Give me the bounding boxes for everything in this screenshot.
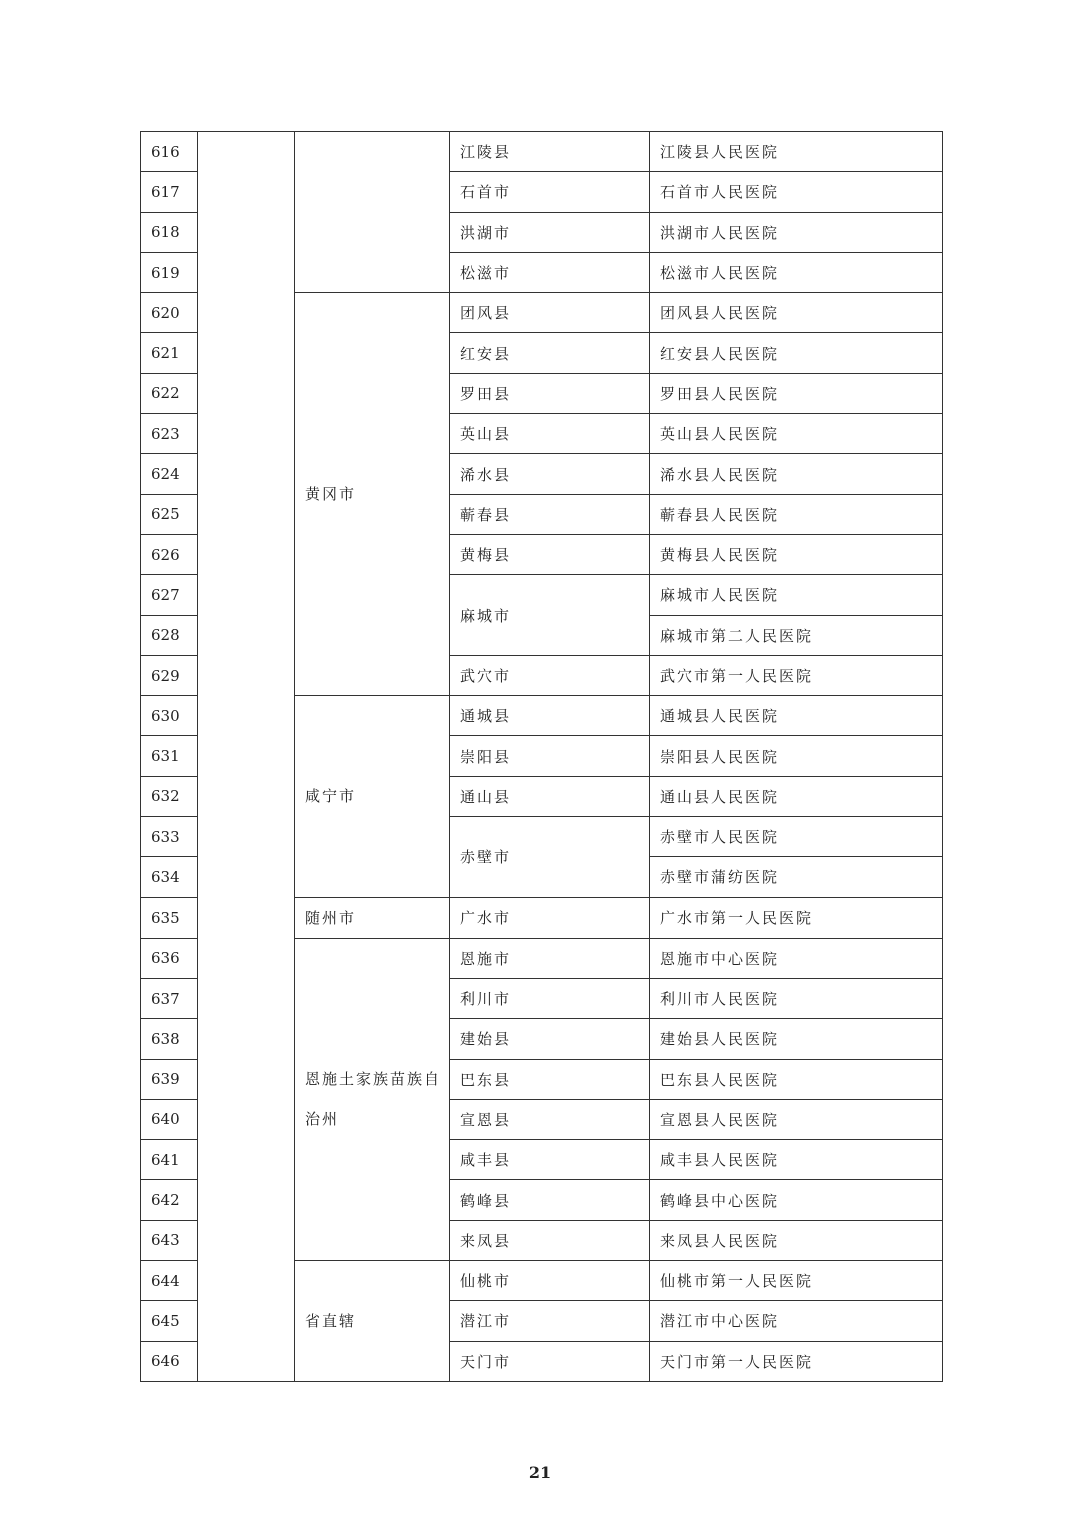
city-cell: 恩施土家族苗族自治州 xyxy=(295,938,450,1260)
county-cell: 江陵县 xyxy=(450,132,650,172)
county-cell: 宣恩县 xyxy=(450,1099,650,1139)
row-number: 646 xyxy=(141,1341,198,1381)
county-cell: 建始县 xyxy=(450,1019,650,1059)
county-cell: 武穴市 xyxy=(450,655,650,695)
row-number: 622 xyxy=(141,373,198,413)
row-number: 624 xyxy=(141,454,198,494)
hospital-cell: 利川市人民医院 xyxy=(650,978,943,1018)
county-cell: 鹤峰县 xyxy=(450,1180,650,1220)
hospital-cell: 红安县人民医院 xyxy=(650,333,943,373)
county-cell: 咸丰县 xyxy=(450,1140,650,1180)
county-cell: 罗田县 xyxy=(450,373,650,413)
hospital-cell: 石首市人民医院 xyxy=(650,172,943,212)
county-cell: 赤壁市 xyxy=(450,817,650,898)
row-number: 638 xyxy=(141,1019,198,1059)
hospital-cell: 崇阳县人民医院 xyxy=(650,736,943,776)
hospital-cell: 巴东县人民医院 xyxy=(650,1059,943,1099)
city-cell: 随州市 xyxy=(295,897,450,938)
page-number: 21 xyxy=(528,1463,552,1482)
row-number: 627 xyxy=(141,575,198,615)
hospital-cell: 恩施市中心医院 xyxy=(650,938,943,978)
county-cell: 松滋市 xyxy=(450,252,650,292)
hospital-cell: 鹤峰县中心医院 xyxy=(650,1180,943,1220)
row-number: 620 xyxy=(141,293,198,333)
row-number: 628 xyxy=(141,615,198,655)
row-number: 619 xyxy=(141,252,198,292)
county-cell: 麻城市 xyxy=(450,575,650,656)
row-number: 634 xyxy=(141,857,198,897)
row-number: 640 xyxy=(141,1099,198,1139)
county-cell: 浠水县 xyxy=(450,454,650,494)
row-number: 626 xyxy=(141,534,198,574)
row-number: 618 xyxy=(141,212,198,252)
hospital-cell: 黄梅县人民医院 xyxy=(650,534,943,574)
county-cell: 石首市 xyxy=(450,172,650,212)
row-number: 639 xyxy=(141,1059,198,1099)
hospital-cell: 广水市第一人民医院 xyxy=(650,897,943,938)
hospital-cell: 建始县人民医院 xyxy=(650,1019,943,1059)
row-number: 643 xyxy=(141,1220,198,1260)
row-number: 633 xyxy=(141,817,198,857)
hospital-cell: 浠水县人民医院 xyxy=(650,454,943,494)
hospital-cell: 通山县人民医院 xyxy=(650,776,943,816)
county-cell: 恩施市 xyxy=(450,938,650,978)
county-cell: 天门市 xyxy=(450,1341,650,1381)
city-cell: 咸宁市 xyxy=(295,696,450,897)
hospital-cell: 潜江市中心医院 xyxy=(650,1301,943,1341)
row-number: 642 xyxy=(141,1180,198,1220)
province-cell xyxy=(198,132,295,1382)
row-number: 629 xyxy=(141,655,198,695)
county-cell: 通山县 xyxy=(450,776,650,816)
county-cell: 蕲春县 xyxy=(450,494,650,534)
row-number: 641 xyxy=(141,1140,198,1180)
hospital-cell: 团风县人民医院 xyxy=(650,293,943,333)
county-cell: 潜江市 xyxy=(450,1301,650,1341)
county-cell: 广水市 xyxy=(450,897,650,938)
city-cell xyxy=(295,132,450,293)
row-number: 632 xyxy=(141,776,198,816)
row-number: 637 xyxy=(141,978,198,1018)
city-cell: 省直辖 xyxy=(295,1261,450,1382)
row-number: 645 xyxy=(141,1301,198,1341)
county-cell: 洪湖市 xyxy=(450,212,650,252)
city-cell: 黄冈市 xyxy=(295,293,450,696)
hospital-cell: 仙桃市第一人民医院 xyxy=(650,1261,943,1301)
hospital-cell: 罗田县人民医院 xyxy=(650,373,943,413)
row-number: 644 xyxy=(141,1261,198,1301)
hospital-cell: 武穴市第一人民医院 xyxy=(650,655,943,695)
county-cell: 巴东县 xyxy=(450,1059,650,1099)
hospital-cell: 洪湖市人民医院 xyxy=(650,212,943,252)
row-number: 625 xyxy=(141,494,198,534)
county-cell: 来凤县 xyxy=(450,1220,650,1260)
hospital-table xyxy=(140,131,943,1382)
county-cell: 黄梅县 xyxy=(450,534,650,574)
row-number: 636 xyxy=(141,938,198,978)
hospital-cell: 赤壁市蒲纺医院 xyxy=(650,857,943,897)
county-cell: 崇阳县 xyxy=(450,736,650,776)
county-cell: 红安县 xyxy=(450,333,650,373)
table-row xyxy=(141,132,943,172)
hospital-cell: 天门市第一人民医院 xyxy=(650,1341,943,1381)
row-number: 617 xyxy=(141,172,198,212)
county-cell: 英山县 xyxy=(450,414,650,454)
county-cell: 仙桃市 xyxy=(450,1261,650,1301)
hospital-cell: 蕲春县人民医院 xyxy=(650,494,943,534)
hospital-cell: 麻城市人民医院 xyxy=(650,575,943,615)
hospital-cell: 江陵县人民医院 xyxy=(650,132,943,172)
row-number: 616 xyxy=(141,132,198,172)
county-cell: 利川市 xyxy=(450,978,650,1018)
hospital-cell: 咸丰县人民医院 xyxy=(650,1140,943,1180)
hospital-cell: 赤壁市人民医院 xyxy=(650,817,943,857)
hospital-cell: 松滋市人民医院 xyxy=(650,252,943,292)
row-number: 631 xyxy=(141,736,198,776)
county-cell: 团风县 xyxy=(450,293,650,333)
row-number: 623 xyxy=(141,414,198,454)
hospital-cell: 来凤县人民医院 xyxy=(650,1220,943,1260)
hospital-cell: 宣恩县人民医院 xyxy=(650,1099,943,1139)
hospital-cell: 通城县人民医院 xyxy=(650,696,943,736)
row-number: 630 xyxy=(141,696,198,736)
row-number: 621 xyxy=(141,333,198,373)
hospital-cell: 麻城市第二人民医院 xyxy=(650,615,943,655)
county-cell: 通城县 xyxy=(450,696,650,736)
row-number: 635 xyxy=(141,897,198,938)
hospital-cell: 英山县人民医院 xyxy=(650,414,943,454)
